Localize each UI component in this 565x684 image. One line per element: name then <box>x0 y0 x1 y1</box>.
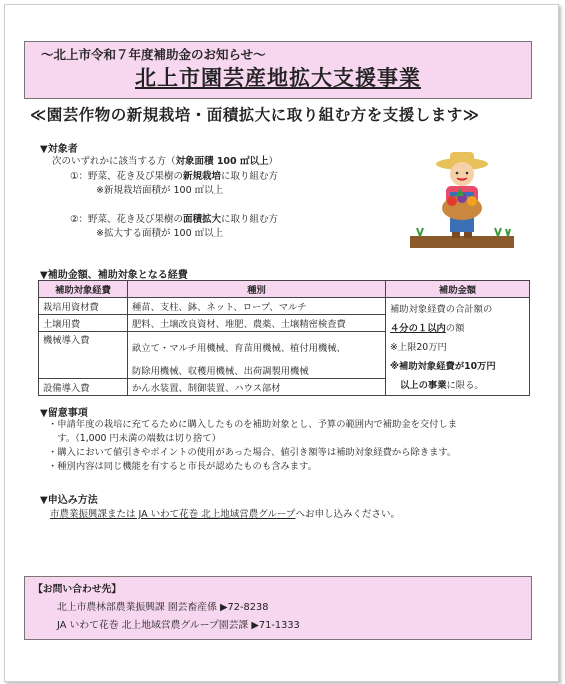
tagline: ≪園芸作物の新規栽培・面積拡大に取り組む方を支援します≫ <box>30 106 480 124</box>
subsidy-table <box>38 280 530 396</box>
amount-line: 補助対象経費の合計額の <box>390 304 493 315</box>
column-header: 補助金額 <box>386 281 530 298</box>
list-item: ・購入において値引きやポイントの使用があった場合、値引き額等は補助対象経費から除きます。 <box>48 447 457 458</box>
table-cell: 土壌用費 <box>39 315 128 332</box>
table-cell: 設備導入費 <box>39 379 128 396</box>
table-cell: 機械導入費 <box>39 332 128 379</box>
contact-line: 北上市農林部農業振興課 園芸畜産係 ▶72-8238 <box>57 602 269 613</box>
table-cell: 種苗、支柱、鉢、ネット、ロープ、マルチ <box>128 298 386 315</box>
contact-heading: 【お問い合わせ先】 <box>33 584 122 595</box>
apply-text: 市農業振興課または JA いわて花巻 北上地域営農グループへお申し込みください。 <box>50 509 400 520</box>
target-item-2-note: ※拡大する面積が 100 ㎡以上 <box>96 228 224 239</box>
title-banner <box>24 41 532 99</box>
target-item-1: ①：野菜、花き及び果樹の新規栽培に取り組む方 <box>70 171 279 182</box>
table-cell: 畝立て・マルチ用機械、育苗用機械、植付用機械、 <box>128 332 386 363</box>
table-cell: 栽培用資材費 <box>39 298 128 315</box>
table-cell: 肥料、土壌改良資材、堆肥、農薬、土壌精密検査費 <box>128 315 386 332</box>
notes-heading: ▼留意事項 <box>40 408 88 419</box>
target-lead: 次のいずれかに該当する方（対象面積 100 ㎡以上） <box>52 156 278 167</box>
column-header: 補助対象経費 <box>39 281 128 298</box>
column-header: 種別 <box>128 281 386 298</box>
target-item-2: ②：野菜、花き及び果樹の面積拡大に取り組む方 <box>70 214 279 225</box>
contact-line: JA いわて花巻 北上地域営農グループ園芸課 ▶71-1333 <box>57 620 300 631</box>
list-item: ・申請年度の栽培に充てるために購入したものを補助対象とし、予算の範囲内で補助金を交付しま <box>48 419 458 430</box>
notes-list <box>48 418 528 474</box>
amount-line: ※補助対象経費が10万円 <box>390 361 496 372</box>
target-heading: ▼対象者 <box>40 144 78 155</box>
amount-line: ４分の１以内の額 <box>390 323 465 334</box>
page-title: 北上市園芸産地拡大支援事業 <box>135 66 421 90</box>
target-item-1-note: ※新規栽培面積が 100 ㎡以上 <box>96 185 224 196</box>
list-item: す。（1,000 円未満の端数は切り捨て） <box>48 433 221 444</box>
table-cell: かん水装置、制御装置、ハウス部材 <box>128 379 386 396</box>
banner-subtitle: 〜北上市令和７年度補助金のお知らせ〜 <box>41 47 266 62</box>
list-item: ・種別内容は同じ機能を有すると市長が認めたものも含みます。 <box>48 461 317 472</box>
table-header-row <box>39 281 530 298</box>
amount-line: 以上の事業に限る。 <box>400 380 484 391</box>
amount-line: ※上限20万円 <box>390 342 447 353</box>
apply-heading: ▼申込み方法 <box>40 495 98 506</box>
table-cell: 防除用機械、収穫用機械、出荷調製用機械 <box>128 362 386 379</box>
subsidy-amount-cell <box>386 298 530 396</box>
subsidy-heading: ▼補助金額、補助対象となる経費 <box>40 270 188 281</box>
farmer-illustration <box>410 148 514 254</box>
table-row <box>39 298 530 315</box>
contact-box <box>24 576 532 640</box>
